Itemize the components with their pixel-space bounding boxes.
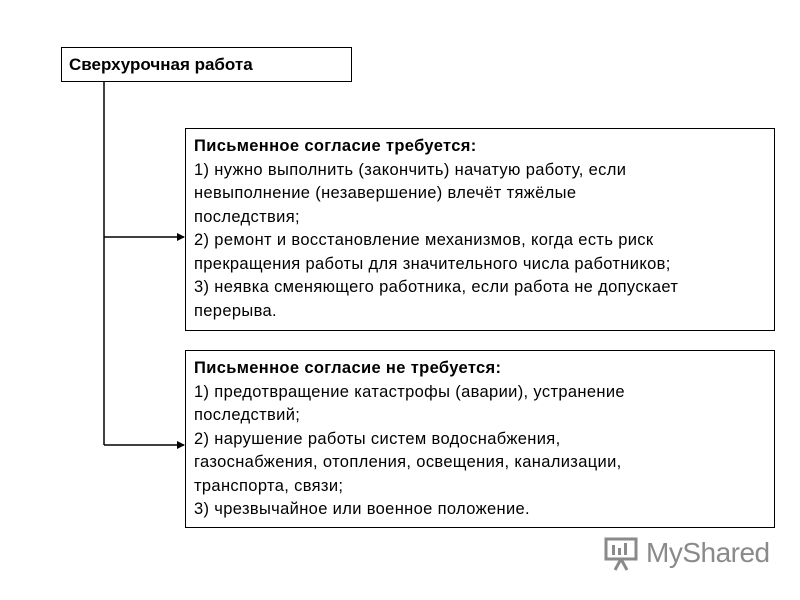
branch-line: 3) неявка сменяющего работника, если работа не допускает <box>194 278 679 296</box>
watermark-text: MyShared <box>646 537 770 568</box>
branch-line: 2) ремонт и восстановление механизмов, когда есть риск <box>194 231 654 249</box>
root-node <box>61 47 352 82</box>
branch-line: 1) нужно выполнить (закончить) начатую работу, если <box>194 160 627 179</box>
branch-line: перерыва. <box>194 301 277 320</box>
branch-line: транспорта, связи; <box>194 476 344 495</box>
branch-line: 3) чрезвычайное или военное положение. <box>194 500 530 518</box>
branch-line: 1) предотвращение катастрофы (аварии), устранение <box>194 382 625 401</box>
branch-required <box>185 128 775 331</box>
branch-heading: Письменное согласие не требуется: <box>194 359 502 377</box>
branch-line: последствия; <box>194 207 300 226</box>
branch-line: последствий; <box>194 406 301 424</box>
root-label: Сверхурочная работа <box>69 55 253 74</box>
branch-line: газоснабжения, отопления, освещения, канализации, <box>194 453 622 471</box>
branch-line: 2) нарушение работы систем водоснабжения, <box>194 429 561 448</box>
watermark-logo <box>604 535 774 575</box>
branch-not-required <box>185 350 775 528</box>
branch-heading: Письменное согласие требуется: <box>194 137 477 155</box>
presentation-board-icon <box>604 535 642 573</box>
branch-line: невыполнение (незавершение) влечёт тяжёлые <box>194 184 577 202</box>
branch-line: прекращения работы для значительного числа работников; <box>194 254 671 273</box>
